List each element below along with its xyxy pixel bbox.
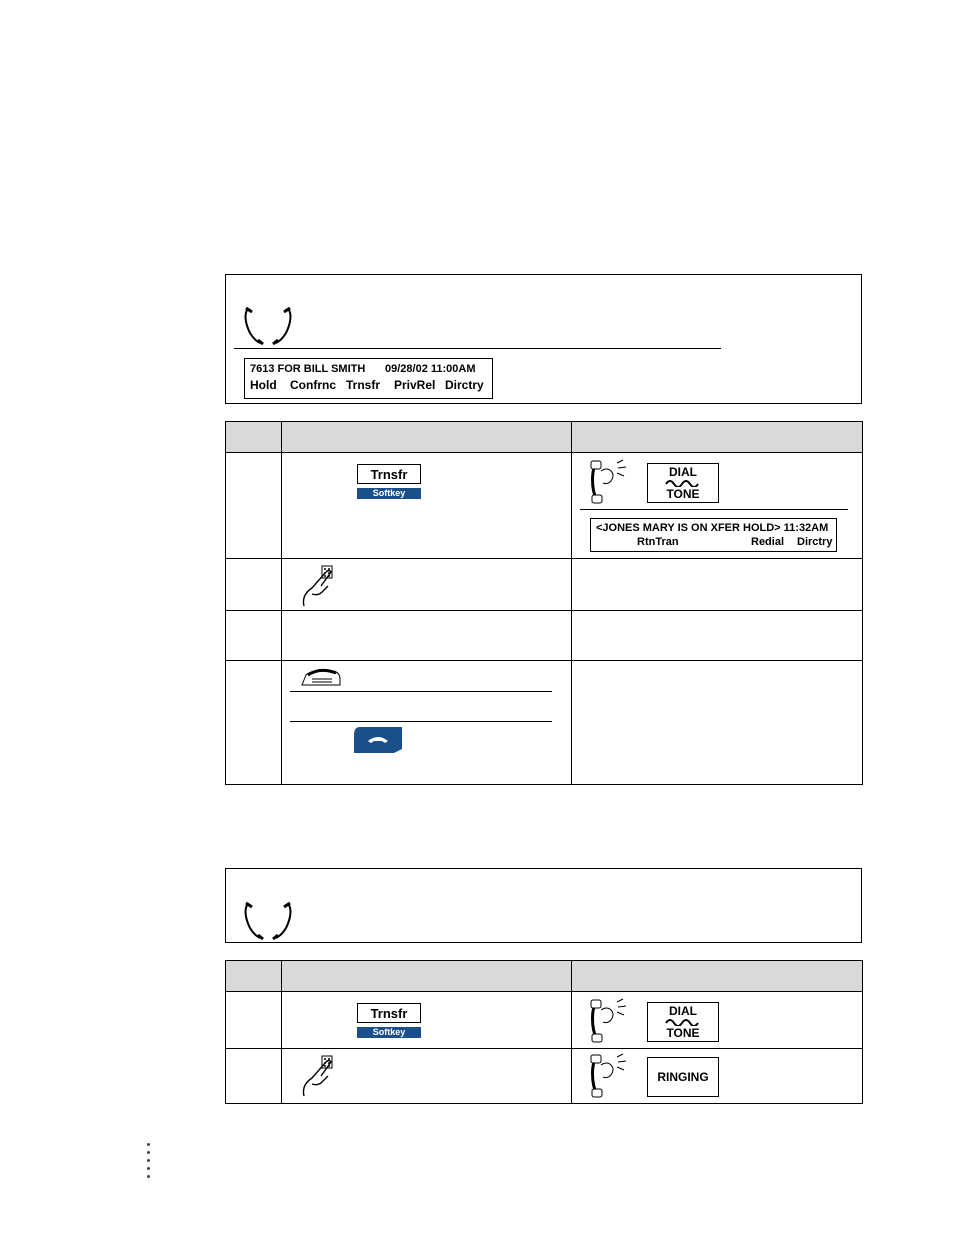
display-screen [590,518,837,552]
action-cell [282,992,572,1049]
action-cell [282,1049,572,1104]
header-result [572,422,863,453]
softkey-rtntran[interactable]: RtnTran [637,536,679,548]
handset-in-hand-icon [587,998,629,1049]
divider [580,509,848,510]
action-cell [282,559,572,611]
steps-table-2 [225,960,863,1104]
result-cell [572,453,863,559]
softkey-dirctry[interactable]: Dirctry [445,378,484,392]
display-line1: <JONES MARY IS ON XFER HOLD> 11:32AM [596,522,829,534]
hand-dialing-icon [300,564,340,613]
two-handsets-icon [242,902,294,945]
divider [290,691,552,692]
display-screen [244,358,493,399]
tone-wave-icon [665,479,701,487]
step-number [226,1049,282,1104]
header-result [572,961,863,992]
softkey-dirctry[interactable]: Dirctry [797,536,833,548]
handset-in-hand-icon [587,459,629,510]
intro-panel-1 [225,274,862,404]
tone-wave-icon [665,1018,701,1026]
action-cell [282,453,572,559]
softkey-redial[interactable]: Redial [751,536,785,548]
action-cell [282,661,572,785]
action-cell [282,611,572,661]
dial-tone-indicator: DIAL TONE [647,1002,719,1042]
softkey-hold[interactable]: Hold [250,378,277,392]
softkey-confrnc[interactable]: Confrnc [290,378,336,392]
dial-tone-indicator: DIAL TONE [647,463,719,503]
result-cell [572,992,863,1049]
intro-panel-2 [225,868,862,943]
softkey-privrel[interactable]: PrivRel [394,378,436,392]
result-cell [572,661,863,785]
display-line1-right: 09/28/02 11:00AM [385,363,476,375]
header-action [282,961,572,992]
margin-dots [147,1143,151,1183]
result-cell [572,1049,863,1104]
divider [290,721,552,722]
trnsfr-softkey[interactable]: Trnsfr Softkey [357,1003,421,1038]
hand-dialing-icon [300,1054,340,1103]
step-number [226,453,282,559]
step-number [226,661,282,785]
step-number [226,992,282,1049]
step-number [226,559,282,611]
header-action [282,422,572,453]
header-step [226,422,282,453]
header-step [226,961,282,992]
step-number [226,611,282,661]
trnsfr-softkey[interactable]: Trnsfr Softkey [357,464,421,499]
handset-in-hand-icon [587,1053,629,1104]
phone-on-hook-icon [300,667,342,694]
steps-table-1 [225,421,863,785]
display-line1-left: 7613 FOR BILL SMITH [250,363,366,375]
softkey-trnsfr[interactable]: Trnsfr [346,378,381,392]
result-cell [572,559,863,611]
two-handsets-icon [242,307,294,350]
divider [234,348,721,349]
result-cell [572,611,863,661]
release-key-icon[interactable] [354,727,402,758]
ringing-indicator: RINGING [647,1057,719,1097]
